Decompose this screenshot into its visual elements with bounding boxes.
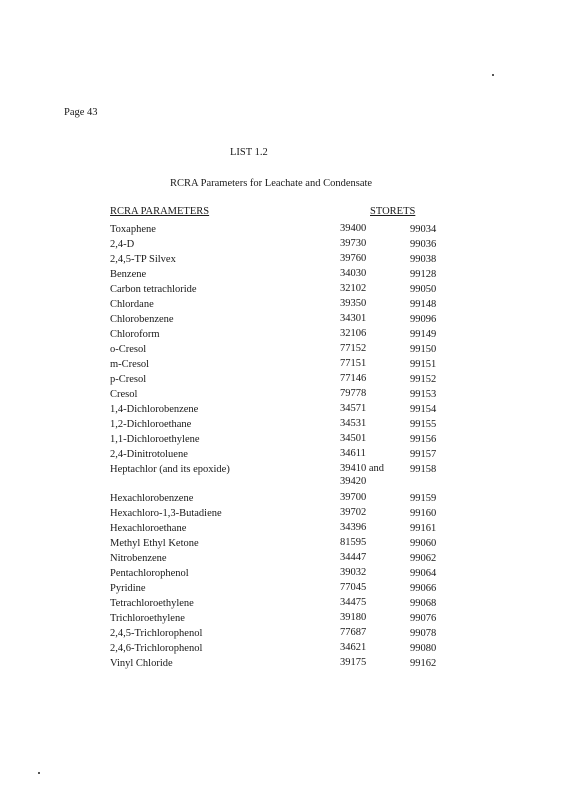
storet-code-secondary: 99161 — [410, 523, 437, 534]
storet-code-secondary: 99066 — [410, 583, 437, 594]
parameter-name: 2,4,6-Trichlorophenol — [110, 643, 203, 654]
parameter-name: p-Cresol — [110, 374, 147, 385]
table-row — [110, 536, 450, 551]
parameter-name: 2,4-Dinitrotoluene — [110, 449, 188, 460]
parameter-name: Chlorobenzene — [110, 314, 174, 325]
storet-code-primary: 77687 — [340, 627, 367, 638]
parameter-name: 1,4-Dichlorobenzene — [110, 404, 199, 415]
storet-code-primary: 39702 — [340, 507, 367, 518]
storet-code-secondary: 99155 — [410, 419, 437, 430]
storet-code-secondary: 99149 — [410, 329, 437, 340]
storet-code-primary: 39350 — [340, 298, 367, 309]
storet-code-primary: 39400 — [340, 223, 367, 234]
parameter-name: Vinyl Chloride — [110, 658, 173, 669]
table-row — [110, 267, 450, 282]
storet-code-secondary: 99162 — [410, 658, 437, 669]
parameter-name: o-Cresol — [110, 344, 147, 355]
storet-code-primary: 77151 — [340, 358, 367, 369]
storet-code-primary: 34571 — [340, 403, 367, 414]
storet-code-primary: 34611 — [340, 448, 366, 459]
parameter-name: Pyridine — [110, 583, 146, 594]
table-row — [110, 656, 450, 671]
table-row — [110, 357, 450, 372]
parameter-name: 2,4-D — [110, 239, 135, 250]
storet-code-primary: 34531 — [340, 418, 367, 429]
storet-code-primary: 77152 — [340, 343, 367, 354]
parameter-name: Hexachloroethane — [110, 523, 187, 534]
storet-code-secondary: 99156 — [410, 434, 437, 445]
parameter-name: 2,4,5-TP Silvex — [110, 254, 176, 265]
scan-speck — [38, 772, 40, 774]
parameter-name: Pentachlorophenol — [110, 568, 189, 579]
storet-code-primary: 39760 — [340, 253, 367, 264]
parameter-name: Benzene — [110, 269, 147, 280]
parameter-name: 1,1-Dichloroethylene — [110, 434, 200, 445]
storet-code-secondary: 99153 — [410, 389, 437, 400]
storet-code-secondary: 99062 — [410, 553, 437, 564]
storet-code-primary: 32106 — [340, 328, 367, 339]
parameter-name: Trichloroethylene — [110, 613, 185, 624]
storet-code-secondary: 99159 — [410, 493, 437, 504]
parameter-name: Tetrachloroethylene — [110, 598, 194, 609]
parameter-name: 1,2-Dichloroethane — [110, 419, 192, 430]
storet-code-primary: 34475 — [340, 597, 367, 608]
storet-code-secondary: 99050 — [410, 284, 437, 295]
table-row — [110, 521, 450, 536]
storet-code-secondary: 99060 — [410, 538, 437, 549]
storet-code-secondary: 99068 — [410, 598, 437, 609]
table-row — [110, 566, 450, 581]
storet-code-primary: 39730 — [340, 238, 367, 249]
parameter-name: Nitrobenzene — [110, 553, 167, 564]
storet-code-secondary: 99128 — [410, 269, 437, 280]
parameter-name: Hexachlorobenzene — [110, 493, 194, 504]
storet-code-primary: 79778 — [340, 388, 367, 399]
storet-code-primary: 39700 — [340, 492, 367, 503]
table-row — [110, 581, 450, 596]
document-subtitle: RCRA Parameters for Leachate and Condensate — [170, 178, 373, 189]
table-row — [110, 252, 450, 267]
table-row — [110, 297, 450, 312]
parameter-name: Heptachlor (and its epoxide) — [110, 464, 230, 475]
storet-code-primary: 34501 — [340, 433, 367, 444]
storet-code-primary: 39410 and 39420 — [340, 463, 385, 487]
storet-code-secondary: 99034 — [410, 224, 437, 235]
parameter-name: Carbon tetrachloride — [110, 284, 197, 295]
table-row — [110, 402, 450, 417]
parameter-name: 2,4,5-Trichlorophenol — [110, 628, 203, 639]
table-row — [110, 237, 450, 252]
table-row — [110, 372, 450, 387]
storet-code-primary: 77146 — [340, 373, 367, 384]
storet-code-secondary: 99154 — [410, 404, 437, 415]
storet-code-secondary: 99096 — [410, 314, 437, 325]
storet-code-secondary: 99152 — [410, 374, 437, 385]
list-title: LIST 1.2 — [230, 147, 268, 158]
scan-speck — [492, 74, 494, 76]
table-row — [110, 327, 450, 342]
table-row — [110, 462, 450, 491]
parameter-name: Cresol — [110, 389, 138, 400]
storet-code-secondary: 99160 — [410, 508, 437, 519]
storet-code-secondary: 99078 — [410, 628, 437, 639]
parameters-table — [110, 222, 450, 671]
storet-code-secondary: 99064 — [410, 568, 437, 579]
storet-code-primary: 34396 — [340, 522, 367, 533]
storet-code-primary: 39032 — [340, 567, 367, 578]
column-header-parameters: RCRA PARAMETERS — [110, 206, 210, 217]
parameter-name: Toxaphene — [110, 224, 156, 235]
table-row — [110, 417, 450, 432]
storet-code-primary: 34301 — [340, 313, 367, 324]
table-row — [110, 596, 450, 611]
parameter-name: Methyl Ethyl Ketone — [110, 538, 199, 549]
storet-code-secondary: 99150 — [410, 344, 437, 355]
column-header-storets: STORETS — [370, 206, 416, 217]
storet-code-secondary: 99151 — [410, 359, 437, 370]
storet-code-primary: 34621 — [340, 642, 367, 653]
parameter-name: Hexachloro-1,3-Butadiene — [110, 508, 222, 519]
table-row — [110, 342, 450, 357]
storet-code-primary: 81595 — [340, 537, 367, 548]
table-row — [110, 611, 450, 626]
table-row — [110, 626, 450, 641]
page-number: Page 43 — [64, 107, 98, 118]
table-row — [110, 551, 450, 566]
table-row — [110, 491, 450, 506]
storet-code-secondary: 99158 — [410, 464, 437, 475]
table-row — [110, 432, 450, 447]
parameter-name: Chlordane — [110, 299, 154, 310]
table-row — [110, 387, 450, 402]
storet-code-primary: 32102 — [340, 283, 367, 294]
storet-code-secondary: 99157 — [410, 449, 437, 460]
table-row — [110, 222, 450, 237]
storet-code-secondary: 99036 — [410, 239, 437, 250]
storet-code-secondary: 99038 — [410, 254, 437, 265]
table-row — [110, 282, 450, 297]
table-row — [110, 312, 450, 327]
table-row — [110, 641, 450, 656]
storet-code-primary: 77045 — [340, 582, 367, 593]
storet-code-primary: 34447 — [340, 552, 367, 563]
storet-code-primary: 34030 — [340, 268, 367, 279]
storet-code-primary: 39175 — [340, 657, 367, 668]
storet-code-secondary: 99080 — [410, 643, 437, 654]
storet-code-secondary: 99148 — [410, 299, 437, 310]
parameter-name: Chloroform — [110, 329, 160, 340]
storet-code-primary: 39180 — [340, 612, 367, 623]
storet-code-secondary: 99076 — [410, 613, 437, 624]
parameter-name: m-Cresol — [110, 359, 150, 370]
table-row — [110, 447, 450, 462]
table-row — [110, 506, 450, 521]
